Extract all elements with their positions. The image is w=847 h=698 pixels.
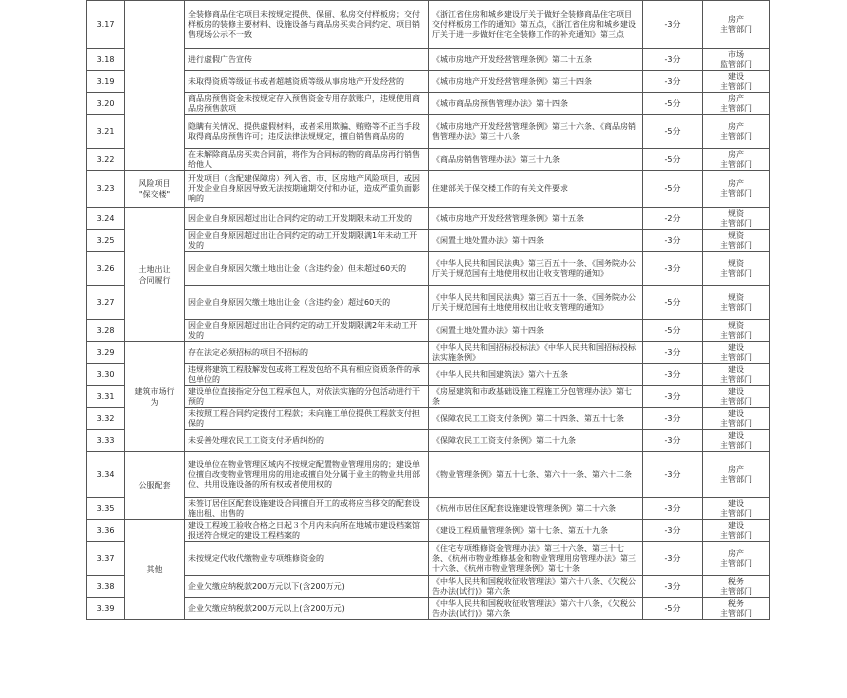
row-number: 3.37: [87, 542, 125, 576]
table-row: [87, 364, 770, 386]
row-department: 建设 主管部门: [703, 71, 770, 93]
row-score: -3分: [643, 1, 703, 49]
row-department: 建设 主管部门: [703, 408, 770, 430]
row-score: -3分: [643, 386, 703, 408]
row-score: -3分: [643, 364, 703, 386]
row-basis: 《保障农民工工资支付条例》第二十九条: [429, 430, 643, 452]
table-row: [87, 576, 770, 598]
table-row: [87, 115, 770, 149]
row-number: 3.22: [87, 149, 125, 171]
table-row: [87, 171, 770, 208]
table-row: [87, 252, 770, 286]
row-department: 税务 主管部门: [703, 576, 770, 598]
row-basis: 《中华人民共和国税收征收管理法》第六十八条，《欠税公告办法(试行)》第六条: [429, 598, 643, 620]
row-department: 房产 主管部门: [703, 171, 770, 208]
row-number: 3.38: [87, 576, 125, 598]
row-department: 规资 主管部门: [703, 286, 770, 320]
row-description: 商品房预售资金未按规定存入预售资金专用存款账户，违规使用商品房预售款项: [185, 93, 429, 115]
row-number: 3.19: [87, 71, 125, 93]
table-row: [87, 49, 770, 71]
row-description: 企业欠缴应纳税款200万元以下(含200万元): [185, 576, 429, 598]
row-score: -3分: [643, 252, 703, 286]
row-description: 未妥善处理农民工工资支付矛盾纠纷的: [185, 430, 429, 452]
row-basis: 《城市房地产开发经营管理条例》第十五条: [429, 208, 643, 230]
row-score: -5分: [643, 171, 703, 208]
row-basis: 《城市房地产开发经营管理条例》第三十六条、《商品房销售管理办法》第三十八条: [429, 115, 643, 149]
row-basis: 《建设工程质量管理条例》第十七条、第五十九条: [429, 520, 643, 542]
row-basis: 住建部关于保交楼工作的有关文件要求: [429, 171, 643, 208]
category-cell: [125, 1, 185, 171]
row-basis: 《城市商品房预售管理办法》第十四条: [429, 93, 643, 115]
row-department: 房产 主管部门: [703, 93, 770, 115]
row-score: -3分: [643, 49, 703, 71]
row-basis: 《杭州市居住区配套设施建设管理条例》第二十六条: [429, 498, 643, 520]
table-row: [87, 452, 770, 498]
row-description: 进行虚假广告宣传: [185, 49, 429, 71]
table-row: [87, 598, 770, 620]
row-basis: 《商品房销售管理办法》第三十九条: [429, 149, 643, 171]
row-number: 3.36: [87, 520, 125, 542]
row-department: 建设 主管部门: [703, 520, 770, 542]
table-row: [87, 93, 770, 115]
row-description: 因企业自身原因欠缴土地出让金（含违约金）但未超过60天的: [185, 252, 429, 286]
row-department: 规资 主管部门: [703, 252, 770, 286]
row-score: -3分: [643, 71, 703, 93]
row-description: 全装修商品住宅项目未按规定提供、保留、私房交付样板房；交付样板房的装修主要材料、设施设备与商品房买卖合同约定、项目销售现场公示不一致: [185, 1, 429, 49]
row-number: 3.28: [87, 320, 125, 342]
row-number: 3.18: [87, 49, 125, 71]
row-department: 规资 主管部门: [703, 230, 770, 252]
table-row: [87, 230, 770, 252]
category-other: 其他: [125, 520, 185, 620]
category-risk-project: 风险项目 "保交楼": [125, 171, 185, 208]
row-department: 规资 主管部门: [703, 320, 770, 342]
row-description: 未按照工程合同约定拨付工程款；未向施工单位提供工程款支付担保的: [185, 408, 429, 430]
row-number: 3.17: [87, 1, 125, 49]
row-description: 违规将建筑工程肢解发包或将工程发包给不具有相应资质条件的承包单位的: [185, 364, 429, 386]
row-department: 税务 主管部门: [703, 598, 770, 620]
row-score: -3分: [643, 408, 703, 430]
row-basis: 《物业管理条例》第五十七条、第六十一条、第六十二条: [429, 452, 643, 498]
scoring-table: [86, 0, 770, 620]
row-score: -3分: [643, 542, 703, 576]
row-number: 3.33: [87, 430, 125, 452]
category-construction-market: 建筑市场行 为: [125, 342, 185, 452]
row-basis: 《保障农民工工资支付条例》第二十四条、第五十七条: [429, 408, 643, 430]
row-score: -5分: [643, 149, 703, 171]
row-number: 3.20: [87, 93, 125, 115]
row-score: -3分: [643, 576, 703, 598]
row-description: 开发项目（含配建保障房）列入省、市、区房地产风险项目，或因开发企业自身原因导致无法按期逾期交付和办证，造成严重负面影响的: [185, 171, 429, 208]
category-public-facilities: 公服配套: [125, 452, 185, 520]
row-score: -5分: [643, 598, 703, 620]
row-department: 建设 主管部门: [703, 430, 770, 452]
row-basis: 《浙江省住房和城乡建设厅关于做好全装修商品住宅项目交付样板房工作的通知》第五点，《浙江省住房和城乡建设厅关于进一步做好住宅全装修工作的补充通知》第三点: [429, 1, 643, 49]
row-description: 在未解除商品房买卖合同前，将作为合同标的物的商品房再行销售给他人: [185, 149, 429, 171]
row-description: 建设单位直接指定分包工程承包人，对依法实施的分包活动进行干预的: [185, 386, 429, 408]
table-row: [87, 520, 770, 542]
row-number: 3.31: [87, 386, 125, 408]
row-department: 建设 主管部门: [703, 386, 770, 408]
row-basis: 《闲置土地处置办法》第十四条: [429, 230, 643, 252]
row-description: 未按规定代收代缴物业专项维修资金的: [185, 542, 429, 576]
row-score: -5分: [643, 93, 703, 115]
row-department: 建设 主管部门: [703, 342, 770, 364]
row-basis: 《中华人民共和国建筑法》第六十五条: [429, 364, 643, 386]
row-number: 3.30: [87, 364, 125, 386]
row-number: 3.24: [87, 208, 125, 230]
row-description: 因企业自身原因超过出让合同约定的动工开发期限满1年未动工开发的: [185, 230, 429, 252]
row-description: 因企业自身原因超过出让合同约定的动工开发期限满2年未动工开发的: [185, 320, 429, 342]
row-score: -3分: [643, 520, 703, 542]
row-basis: 《中华人民共和国招标投标法》《中华人民共和国招标投标法实施条例》: [429, 342, 643, 364]
row-basis: 《房屋建筑和市政基础设施工程施工分包管理办法》第七条: [429, 386, 643, 408]
table-row: [87, 286, 770, 320]
row-department: 房产 主管部门: [703, 452, 770, 498]
row-number: 3.26: [87, 252, 125, 286]
row-score: -3分: [643, 430, 703, 452]
row-basis: 《城市房地产开发经营管理条例》第二十五条: [429, 49, 643, 71]
table-row: [87, 408, 770, 430]
row-score: -3分: [643, 230, 703, 252]
row-description: 存在法定必须招标的项目不招标的: [185, 342, 429, 364]
row-department: 房产 主管部门: [703, 149, 770, 171]
row-score: -3分: [643, 342, 703, 364]
table-row: [87, 542, 770, 576]
table-row: [87, 208, 770, 230]
table-row: [87, 342, 770, 364]
row-number: 3.34: [87, 452, 125, 498]
row-description: 建设单位在物业管理区域内不按规定配置物业管理用房的；建设单位擅自改变物业管理用房的用途或擅自处分属于业主的物业共用部位、共用设施设备的所有权或者使用权的: [185, 452, 429, 498]
row-score: -2分: [643, 208, 703, 230]
row-basis: 《住宅专项维修资金管理办法》第三十六条、第三十七条、《杭州市物业维修基金和物业管理用房管理办法》第三十六条、《杭州市物业管理条例》第七十条: [429, 542, 643, 576]
table-row: [87, 430, 770, 452]
row-number: 3.35: [87, 498, 125, 520]
row-number: 3.32: [87, 408, 125, 430]
table-row: [87, 498, 770, 520]
row-description: 企业欠缴应纳税款200万元以上(含200万元): [185, 598, 429, 620]
row-basis: 《中华人民共和国税收征收管理法》第六十八条、《欠税公告办法(试行)》第六条: [429, 576, 643, 598]
row-department: 规资 主管部门: [703, 208, 770, 230]
row-description: 因企业自身原因超过出让合同约定的动工开发期限未动工开发的: [185, 208, 429, 230]
row-department: 房产 主管部门: [703, 542, 770, 576]
row-description: 建设工程竣工验收合格之日起３个月内未向所在地城市建设档案馆报送符合规定的建设工程档案的: [185, 520, 429, 542]
row-number: 3.39: [87, 598, 125, 620]
row-number: 3.27: [87, 286, 125, 320]
category-land-contract: 土地出让 合同履行: [125, 208, 185, 342]
row-basis: 《闲置土地处置办法》第十四条: [429, 320, 643, 342]
row-department: 市场 监管部门: [703, 49, 770, 71]
row-department: 建设 主管部门: [703, 364, 770, 386]
table-row: [87, 149, 770, 171]
row-number: 3.29: [87, 342, 125, 364]
row-description: 因企业自身原因欠缴土地出让金（含违约金）超过60天的: [185, 286, 429, 320]
row-department: 房产 主管部门: [703, 1, 770, 49]
row-score: -3分: [643, 452, 703, 498]
table-row: [87, 320, 770, 342]
row-basis: 《中华人民共和国民法典》第三百五十一条、《国务院办公厅关于规范国有土地使用权出让收支管理的通知》: [429, 286, 643, 320]
row-basis: 《中华人民共和国民法典》第三百五十一条、《国务院办公厅关于规范国有土地使用权出让收支管理的通知》: [429, 252, 643, 286]
row-number: 3.23: [87, 171, 125, 208]
row-score: -5分: [643, 286, 703, 320]
row-description: 未取得资质等级证书或者超越资质等级从事房地产开发经营的: [185, 71, 429, 93]
row-score: -3分: [643, 498, 703, 520]
table-row: [87, 71, 770, 93]
table-row: [87, 1, 770, 49]
row-department: 建设 主管部门: [703, 498, 770, 520]
row-department: 房产 主管部门: [703, 115, 770, 149]
table-row: [87, 386, 770, 408]
row-basis: 《城市房地产开发经营管理条例》第三十四条: [429, 71, 643, 93]
row-score: -5分: [643, 115, 703, 149]
row-number: 3.21: [87, 115, 125, 149]
row-score: -5分: [643, 320, 703, 342]
row-description: 未签订居住区配套设施建设合同擅自开工的或将应当移交的配套设施出租、出售的: [185, 498, 429, 520]
row-description: 隐瞒有关情况、提供虚假材料，或者采用欺骗、贿赂等不正当手段取得商品房预售许可；违反法律法规规定，擅自销售商品房的: [185, 115, 429, 149]
row-number: 3.25: [87, 230, 125, 252]
